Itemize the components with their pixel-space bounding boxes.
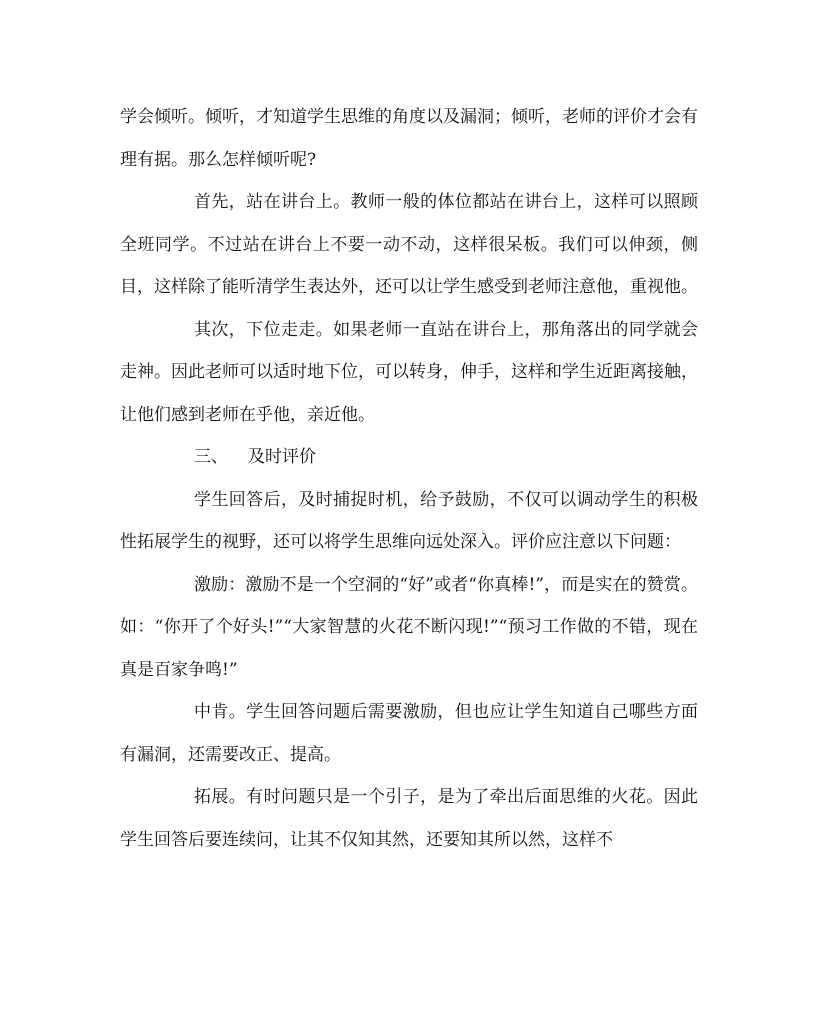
section-heading — [120, 436, 698, 479]
paragraph-encouragement: 激励：激励不是一个空洞的“好”或者“你真棒!”，而是实在的赞赏。如：“你开了个好头!”“大家智慧的火花不断闪现!”“预习工作做的不错，现在真是百家争鸣!” — [120, 574, 698, 680]
paragraph-evaluation-intro: 学生回答后，及时捕捉时机，给予鼓励，不仅可以调动学生的积极性拓展学生的视野，还可以将学生思维向远处深入。评价应注意以下问题： — [120, 489, 698, 552]
paragraph-pertinent: 中肯。学生回答问题后需要激励，但也应让学生知道自己哪些方面有漏洞，还需要改正、提高。 — [120, 702, 698, 765]
document-body — [120, 96, 698, 861]
section-number: 三、 — [194, 447, 228, 467]
paragraph-extension: 拓展。有时问题只是一个引子，是为了牵出后面思维的火花。因此学生回答后要连续问，让其不仅知其然，还要知其所以然，这样不 — [120, 787, 698, 850]
paragraph-second-moving: 其次，下位走走。如果老师一直站在讲台上，那角落出的同学就会走神。因此老师可以适时地下位，可以转身，伸手，这样和学生近距离接触，让他们感到老师在乎他，亲近他。 — [120, 319, 698, 425]
paragraph-intro: 学会倾听。倾听，才知道学生思维的角度以及漏洞；倾听，老师的评价才会有理有据。那么怎样倾听呢? — [120, 107, 698, 170]
paragraph-first-standing: 首先，站在讲台上。教师一般的体位都站在讲台上，这样可以照顾全班同学。不过站在讲台上不要一动不动，这样很呆板。我们可以伸颈，侧目，这样除了能听清学生表达外，还可以让学生感受到老师注意他，重视他。 — [120, 192, 698, 297]
section-title: 及时评价 — [248, 447, 316, 467]
